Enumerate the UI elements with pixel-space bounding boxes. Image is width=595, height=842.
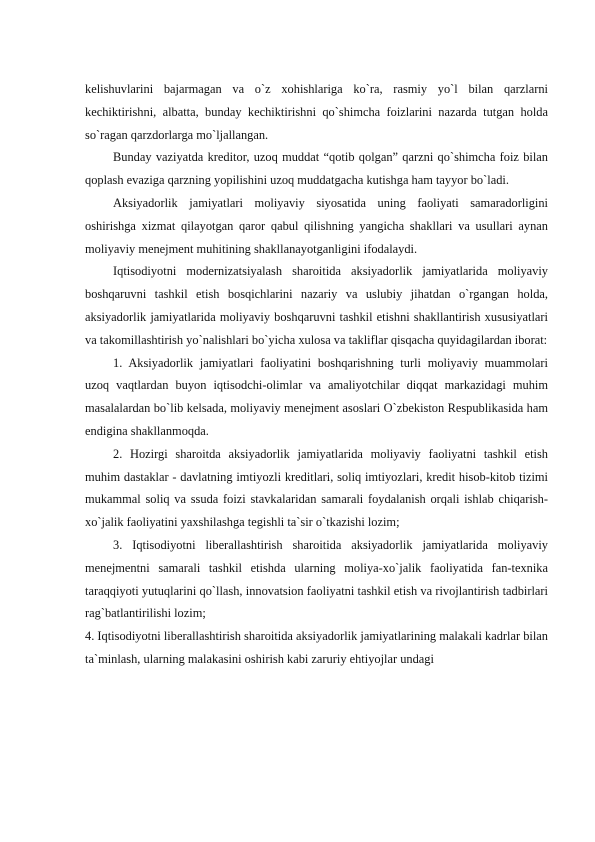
paragraph-4: Iqtisodiyotni modernizatsiyalash sharoitida aksiyadorlik jamiyatlarida moliyaviy boshqaruvni tashkil etish bosqichlarini nazariy va uslubiy jihatdan o`rgangan holda, aksiyadorlik jamiyatlarida moliyaviy boshqaruvni tashkil etishni shakllantirish xususiyatlari va takomillashtirish yo`nalishlari bo`yicha xulosa va takliflar qisqacha quyidagilardan iborat: <box>85 264 548 347</box>
paragraph-2: Bunday vaziyatda kreditor, uzoq muddat “qotib qolgan” qarzni qo`shimcha foiz bilan qoplash evaziga qarzning yopilishini uzoq muddatgacha kutishga ham tayyor bo`ladi. <box>85 150 548 188</box>
list-item-2: 2. Hozirgi sharoitda aksiyadorlik jamiyatlarida moliyaviy faoliyatni tashkil etish muhim dastaklar - davlatning imtiyozli kreditlari, soliq imtiyozlari, kredit hisob-kitob tizimi mukammal soliq va ssuda foizi stavkalaridan samarali foydalanish orqali ishlab chiqarish-xo`jalik faoliyatini yaxshilashga tegishli ta`sir o`tkazishi lozim; <box>85 446 548 530</box>
paragraph-1: kelishuvlarini bajarmagan va o`z xohishlariga ko`ra, rasmiy yo`l bilan qarzlarni kechiktirishni, albatta, bunday kechiktirishni qo`shimcha foizlarini nazarda tutgan holda so`ragan qarzdorlarga mo`ljallangan. <box>85 82 548 142</box>
list-item-3: 3. Iqtisodiyotni liberallashtirish sharoitida aksiyadorlik jamiyatlarida moliyaviy menejmentni samarali tashkil etishda ularning moliya-xo`jalik faoliyatida fan-texnika taraqqiyoti yutuqlarini qo`llash, innovatsion faoliyatni tashkil etish va rivojlantirish tadbirlari rag`batlantirilishi lozim; <box>85 537 548 621</box>
list-item-1: 1. Aksiyadorlik jamiyatlari faoliyatini boshqarishning turli moliyaviy muammolari uzoq vaqtlardan buyon iqtisodchi-olimlar va amaliyotchilar diqqat markazidagi muhim masalalardan bo`lib kelsada, moliyaviy menejment asoslari O`zbekiston Respublikasida ham endigina shakllanmoqda. <box>85 355 548 438</box>
document-page <box>85 78 548 671</box>
paragraph-3: Aksiyadorlik jamiyatlari moliyaviy siyosatida uning faoliyati samaradorligini oshirishga xizmat qilayotgan qaror qabul qilishning yangicha shakllari va usullari aynan moliyaviy menejment muhitining shakllanayotganligini ifodalaydi. <box>85 195 548 256</box>
list-item-4: 4. Iqtisodiyotni liberallashtirish sharoitida aksiyadorlik jamiyatlarining malakali kadrlar bilan ta`minlash, ularning malakasini oshirish kabi zaruriy ehtiyojlar undagi <box>85 629 548 666</box>
